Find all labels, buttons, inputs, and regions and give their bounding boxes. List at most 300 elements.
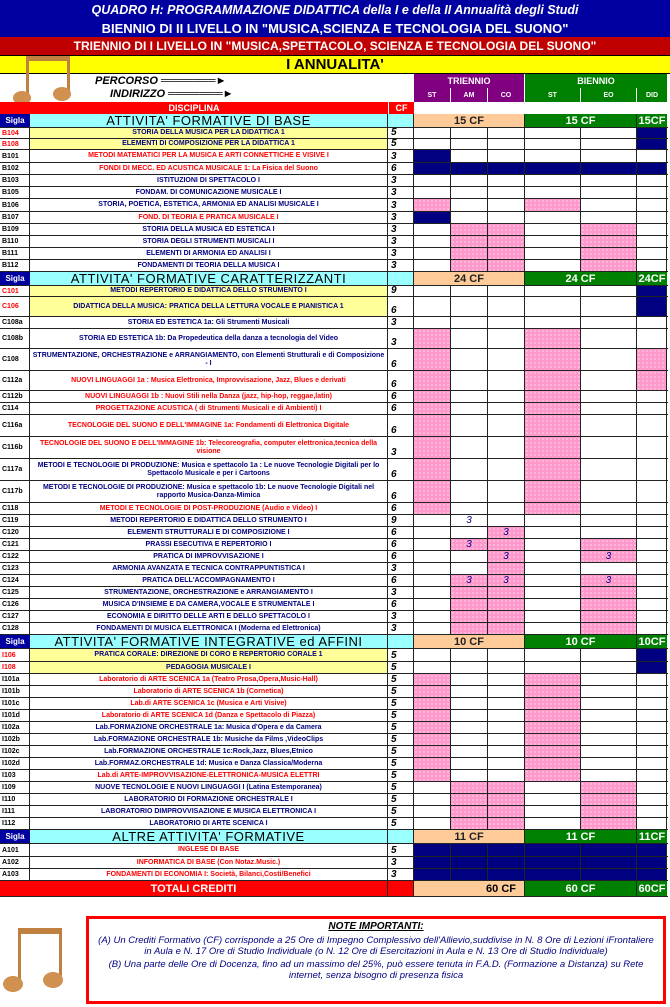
credit-cell bbox=[488, 587, 525, 598]
row-cf: 3 bbox=[388, 224, 414, 235]
credit-cell bbox=[525, 403, 581, 414]
credit-cell bbox=[525, 515, 581, 526]
credit-cell bbox=[451, 199, 488, 211]
credit-cell bbox=[451, 575, 488, 586]
row-code: I101b bbox=[0, 686, 30, 697]
totals-label: TOTALI CREDITI bbox=[0, 881, 388, 896]
credit-cell bbox=[637, 527, 667, 538]
row-code: I102d bbox=[0, 758, 30, 769]
credit-cell bbox=[637, 734, 667, 745]
row-discipline: ELEMENTI STRUTTURALI E DI COMPOSIZIONE I bbox=[30, 527, 388, 538]
row-cf: 3 bbox=[388, 236, 414, 247]
table-row bbox=[0, 139, 668, 150]
credit-cell bbox=[637, 371, 667, 390]
credit-cell bbox=[451, 758, 488, 769]
section-biennio-cf: 15 CF bbox=[525, 114, 637, 127]
row-code: B107 bbox=[0, 212, 30, 223]
credit-cell bbox=[637, 297, 667, 316]
credit-cell bbox=[488, 403, 525, 414]
credit-cell bbox=[637, 503, 667, 514]
credit-cell bbox=[451, 297, 488, 316]
credit-cell bbox=[581, 139, 637, 149]
credit-cell bbox=[525, 199, 581, 211]
credit-cell bbox=[414, 175, 451, 186]
credit-cell bbox=[451, 611, 488, 622]
credit-cell bbox=[451, 686, 488, 697]
row-discipline: Laboratorio di ARTE SCENICA 1a (Teatro Prosa,Opera,Music-Hall) bbox=[30, 674, 388, 685]
row-cf: 3 bbox=[388, 857, 414, 868]
credit-cell bbox=[451, 818, 488, 829]
table-row bbox=[0, 527, 668, 539]
credit-cell bbox=[488, 224, 525, 235]
credit-cell bbox=[637, 782, 667, 793]
credit-cell bbox=[414, 575, 451, 586]
section-cf-cell bbox=[388, 830, 414, 843]
credit-cell bbox=[637, 710, 667, 721]
table-row bbox=[0, 674, 668, 686]
table-row bbox=[0, 649, 668, 662]
row-discipline: PRATICA DELL'ACCOMPAGNAMENTO I bbox=[30, 575, 388, 586]
credit-cell bbox=[414, 317, 451, 328]
credit-cell bbox=[488, 674, 525, 685]
credit-cell bbox=[451, 539, 488, 550]
row-discipline: TECNOLOGIE DEL SUONO E DELL'IMMAGINE 1a: Fondamenti di Elettronica Digitale bbox=[30, 415, 388, 436]
credit-cell bbox=[637, 599, 667, 610]
row-code: C106 bbox=[0, 297, 30, 316]
credit-cell bbox=[488, 459, 525, 480]
table-row bbox=[0, 734, 668, 746]
row-discipline: FONDAMENTI DI TEORIA DELLA MUSICA I bbox=[30, 260, 388, 271]
row-discipline: Lab.FORMAZ.ORCHESTRALE 1d: Musica e Danza Classica/Moderna bbox=[30, 758, 388, 769]
credit-cell bbox=[637, 459, 667, 480]
col-eo: EO bbox=[581, 88, 637, 102]
credit-cell bbox=[451, 437, 488, 458]
credit-cell bbox=[488, 623, 525, 634]
indirizzo-label: INDIRIZZO ═══════► bbox=[110, 88, 234, 100]
credit-cell bbox=[525, 587, 581, 598]
credit-cell bbox=[414, 128, 451, 138]
credit-cell bbox=[488, 503, 525, 514]
row-code: C127 bbox=[0, 611, 30, 622]
credit-cell bbox=[581, 481, 637, 502]
row-cf: 3 bbox=[388, 329, 414, 348]
credit-cell bbox=[488, 563, 525, 574]
table-row bbox=[0, 551, 668, 563]
credit-cell bbox=[488, 236, 525, 247]
section-title: ALTRE ATTIVITA' FORMATIVE bbox=[30, 830, 388, 843]
credit-cell bbox=[414, 746, 451, 757]
credit-cell bbox=[637, 857, 667, 868]
credit-cell bbox=[581, 722, 637, 733]
credit-cell bbox=[414, 503, 451, 514]
row-discipline: STRUMENTAZIONE, ORCHESTRAZIONE e ARRANGIAMENTO I bbox=[30, 587, 388, 598]
credit-cell bbox=[525, 662, 581, 673]
sigla-label: Sigla bbox=[0, 830, 30, 843]
table-row bbox=[0, 415, 668, 437]
credit-cell bbox=[451, 806, 488, 817]
row-cf: 6 bbox=[388, 459, 414, 480]
row-code: C117b bbox=[0, 481, 30, 502]
row-cf: 6 bbox=[388, 391, 414, 402]
row-cf: 6 bbox=[388, 481, 414, 502]
row-cf: 5 bbox=[388, 710, 414, 721]
row-discipline: PEDAGOGIA MUSICALE I bbox=[30, 662, 388, 673]
table-row bbox=[0, 212, 668, 224]
row-cf: 5 bbox=[388, 844, 414, 856]
annualita-title: I ANNUALITA' bbox=[0, 55, 670, 74]
credit-cell bbox=[488, 415, 525, 436]
credit-cell bbox=[581, 563, 637, 574]
table-row bbox=[0, 563, 668, 575]
credit-cell bbox=[414, 599, 451, 610]
credit-cell bbox=[525, 623, 581, 634]
row-discipline: Lab.di ARTE SCENICA 1c (Musica e Arti Visive) bbox=[30, 698, 388, 709]
credit-cell bbox=[451, 844, 488, 856]
row-cf: 6 bbox=[388, 163, 414, 174]
credit-cell bbox=[525, 297, 581, 316]
credit-cell bbox=[414, 163, 451, 174]
table-row bbox=[0, 248, 668, 260]
row-discipline: FONDAMENTI DI ECONOMIA I: Società, Bilanci,Costi/Benefici bbox=[30, 869, 388, 880]
credit-cell bbox=[451, 175, 488, 186]
credit-cell bbox=[581, 599, 637, 610]
section-did-cf: 15CF bbox=[638, 114, 666, 127]
row-discipline: METODI REPERTORIO E DIDATTICA DELLO STRUMENTO I bbox=[30, 515, 388, 526]
table-row bbox=[0, 175, 668, 187]
credit-cell bbox=[488, 818, 525, 829]
credit-cell bbox=[637, 551, 667, 562]
credit-cell bbox=[525, 437, 581, 458]
credit-cell bbox=[637, 770, 667, 781]
row-discipline: STORIA, POETICA, ESTETICA, ARMONIA ED ANALISI MUSICALE I bbox=[30, 199, 388, 211]
row-discipline: NUOVE TECNOLOGIE E NUOVI LINGUAGGI I (Latina Estemporanea) bbox=[30, 782, 388, 793]
credit-cell bbox=[637, 199, 667, 211]
credit-cell bbox=[525, 317, 581, 328]
table-row bbox=[0, 770, 668, 782]
credit-cell bbox=[488, 260, 525, 271]
row-discipline: INGLESE DI BASE bbox=[30, 844, 388, 856]
credit-cell bbox=[451, 649, 488, 661]
table-row bbox=[0, 686, 668, 698]
row-cf: 3 bbox=[388, 437, 414, 458]
credit-value: 3 bbox=[503, 527, 509, 538]
credit-value: 3 bbox=[466, 575, 472, 586]
row-code: B106 bbox=[0, 199, 30, 211]
credit-cell bbox=[488, 391, 525, 402]
row-code: C125 bbox=[0, 587, 30, 598]
totals-row bbox=[0, 881, 668, 897]
row-discipline: ARMONIA AVANZATA E TECNICA CONTRAPPUNTISTICA I bbox=[30, 563, 388, 574]
row-code: C121 bbox=[0, 539, 30, 550]
credit-cell bbox=[525, 415, 581, 436]
credit-cell bbox=[581, 349, 637, 370]
section-header bbox=[0, 272, 668, 286]
credit-cell bbox=[637, 869, 667, 880]
credit-cell bbox=[637, 758, 667, 769]
credit-cell bbox=[581, 527, 637, 538]
credit-cell bbox=[581, 782, 637, 793]
row-code: B102 bbox=[0, 163, 30, 174]
credit-cell bbox=[525, 391, 581, 402]
credit-cell bbox=[581, 163, 637, 174]
credit-cell bbox=[525, 236, 581, 247]
table-row bbox=[0, 437, 668, 459]
credit-cell bbox=[488, 297, 525, 316]
row-cf: 6 bbox=[388, 297, 414, 316]
table-row bbox=[0, 611, 668, 623]
row-code: C116b bbox=[0, 437, 30, 458]
row-cf: 5 bbox=[388, 698, 414, 709]
credit-value: 3 bbox=[503, 551, 509, 562]
row-code: I102b bbox=[0, 734, 30, 745]
row-cf: 5 bbox=[388, 794, 414, 805]
credit-cell bbox=[581, 818, 637, 829]
credit-cell bbox=[414, 349, 451, 370]
credit-cell bbox=[414, 248, 451, 259]
table-row bbox=[0, 599, 668, 611]
credit-cell bbox=[451, 403, 488, 414]
col-co: CO bbox=[488, 88, 525, 102]
credit-cell bbox=[488, 710, 525, 721]
table-row bbox=[0, 128, 668, 139]
row-code: A101 bbox=[0, 844, 30, 856]
credit-cell bbox=[451, 349, 488, 370]
credit-cell bbox=[581, 649, 637, 661]
row-discipline: METODI E TECNOLOGIE DI PRODUZIONE: Musica e spettacolo 1a : Le nuove Tecnologie Digitali per lo Spettacolo Musicale e per i Cartoons bbox=[30, 459, 388, 480]
credit-cell bbox=[488, 806, 525, 817]
credit-cell bbox=[414, 150, 451, 162]
credit-cell bbox=[451, 698, 488, 709]
credit-cell bbox=[637, 575, 667, 586]
row-cf: 5 bbox=[388, 734, 414, 745]
credit-cell bbox=[451, 869, 488, 880]
row-discipline: Lab.FORMAZIONE ORCHESTRALE 1b: Musiche da Films ,VideoClips bbox=[30, 734, 388, 745]
notes-title: NOTE IMPORTANTI: bbox=[328, 921, 424, 932]
table-row bbox=[0, 869, 668, 881]
row-cf: 6 bbox=[388, 539, 414, 550]
credit-cell bbox=[525, 599, 581, 610]
credit-cell bbox=[451, 599, 488, 610]
row-code: A103 bbox=[0, 869, 30, 880]
row-discipline: Laboratorio di ARTE SCENICA 1d (Danza e Spettacolo di Piazza) bbox=[30, 710, 388, 721]
table-row bbox=[0, 403, 668, 415]
credit-cell bbox=[414, 758, 451, 769]
row-code: C108b bbox=[0, 329, 30, 348]
row-cf: 5 bbox=[388, 686, 414, 697]
table-row bbox=[0, 698, 668, 710]
row-code: C101 bbox=[0, 286, 30, 296]
credit-cell bbox=[451, 734, 488, 745]
credit-cell bbox=[414, 297, 451, 316]
credit-cell bbox=[488, 527, 525, 538]
row-discipline: LABORATORIO DI ARTE SCENICA I bbox=[30, 818, 388, 829]
row-discipline: ELEMENTI DI ARMONIA ED ANALISI I bbox=[30, 248, 388, 259]
row-cf: 5 bbox=[388, 662, 414, 673]
credit-cell bbox=[451, 710, 488, 721]
credit-cell bbox=[637, 437, 667, 458]
credit-cell bbox=[637, 515, 667, 526]
credit-cell bbox=[581, 686, 637, 697]
credit-cell bbox=[488, 758, 525, 769]
row-discipline: TECNOLOGIE DEL SUONO E DELL'IMMAGINE 1b: Telecoreografia, computer elettronica,tecnica della visione bbox=[30, 437, 388, 458]
credit-cell bbox=[488, 329, 525, 348]
section-cf-cell bbox=[388, 272, 414, 285]
row-cf: 5 bbox=[388, 139, 414, 149]
credit-cell bbox=[581, 236, 637, 247]
row-code: C114 bbox=[0, 403, 30, 414]
row-discipline: INFORMATICA DI BASE (Con Notaz.Music.) bbox=[30, 857, 388, 868]
credit-cell bbox=[488, 844, 525, 856]
section-did-cf: 10CF bbox=[638, 635, 666, 648]
header-line-1: QUADRO H: PROGRAMMAZIONE DIDATTICA della I e della II Annualità degli Studi bbox=[0, 0, 670, 19]
credit-cell bbox=[451, 329, 488, 348]
credit-cell bbox=[581, 224, 637, 235]
credit-cell bbox=[451, 415, 488, 436]
row-cf: 3 bbox=[388, 317, 414, 328]
table-row bbox=[0, 349, 668, 371]
credit-cell bbox=[525, 734, 581, 745]
credit-cell bbox=[451, 515, 488, 526]
row-discipline: ECONOMIA E DIRITTO DELLE ARTI E DELLO SPETTACOLO I bbox=[30, 611, 388, 622]
credit-cell bbox=[414, 527, 451, 538]
credit-cell bbox=[581, 128, 637, 138]
credit-cell bbox=[414, 722, 451, 733]
row-cf: 6 bbox=[388, 575, 414, 586]
credit-cell bbox=[637, 794, 667, 805]
row-cf: 5 bbox=[388, 649, 414, 661]
credit-cell bbox=[488, 371, 525, 390]
credit-cell bbox=[581, 248, 637, 259]
credit-cell bbox=[581, 403, 637, 414]
table-row bbox=[0, 818, 668, 830]
credit-cell bbox=[637, 286, 667, 296]
credit-cell bbox=[525, 611, 581, 622]
row-discipline: PROGETTAZIONE ACUSTICA ( di Strumenti Musicali e di Ambienti) I bbox=[30, 403, 388, 414]
credit-cell bbox=[637, 481, 667, 502]
credit-cell bbox=[488, 286, 525, 296]
row-cf: 3 bbox=[388, 611, 414, 622]
row-discipline: METODI E TECNOLOGIE DI PRODUZIONE: Musica e spettacolo 1b: Le nuove Tecnologie Digitali nel rapporto Musica-Danza-Mimica bbox=[30, 481, 388, 502]
credit-cell bbox=[637, 686, 667, 697]
row-cf: 9 bbox=[388, 515, 414, 526]
credit-cell bbox=[637, 649, 667, 661]
note-b: (B) Una parte delle Ore di Docenza, fino ad un massimo del 25%, può essere tenuta in F.A.D. (Formazione a Distanza) su Rete internet, senza bisogno di presenza fisica bbox=[108, 958, 644, 981]
music-note-icon bbox=[2, 920, 68, 1000]
table-row bbox=[0, 199, 668, 212]
table-row bbox=[0, 163, 668, 175]
row-discipline: METODI REPERTORIO E DIDATTICA DELLO STRUMENTO I bbox=[30, 286, 388, 296]
credit-cell bbox=[488, 150, 525, 162]
table-row bbox=[0, 236, 668, 248]
credit-cell bbox=[581, 286, 637, 296]
table-row bbox=[0, 806, 668, 818]
row-code: C120 bbox=[0, 527, 30, 538]
credit-cell bbox=[637, 806, 667, 817]
credit-cell bbox=[637, 611, 667, 622]
disciplina-label: DISCIPLINA bbox=[0, 102, 388, 114]
credit-cell bbox=[451, 212, 488, 223]
credit-cell bbox=[488, 869, 525, 880]
row-cf: 3 bbox=[388, 187, 414, 198]
credit-cell bbox=[414, 391, 451, 402]
row-code: B103 bbox=[0, 175, 30, 186]
credit-cell bbox=[581, 175, 637, 186]
section-did-cf: 11CF bbox=[638, 830, 666, 843]
credit-cell bbox=[637, 329, 667, 348]
credit-cell bbox=[451, 770, 488, 781]
credit-cell bbox=[581, 297, 637, 316]
credit-cell bbox=[488, 782, 525, 793]
credit-cell bbox=[488, 212, 525, 223]
row-code: I101c bbox=[0, 698, 30, 709]
credit-cell bbox=[525, 575, 581, 586]
section-triennio-cf: 15 CF bbox=[414, 114, 525, 127]
credit-cell bbox=[414, 662, 451, 673]
credit-cell bbox=[525, 481, 581, 502]
row-code: C119 bbox=[0, 515, 30, 526]
credit-cell bbox=[451, 459, 488, 480]
credit-cell bbox=[451, 746, 488, 757]
row-cf: 5 bbox=[388, 818, 414, 829]
credit-cell bbox=[414, 794, 451, 805]
credit-cell bbox=[488, 539, 525, 550]
table-row bbox=[0, 503, 668, 515]
credit-cell bbox=[414, 212, 451, 223]
row-code: B111 bbox=[0, 248, 30, 259]
credit-cell bbox=[581, 371, 637, 390]
credit-cell bbox=[581, 317, 637, 328]
section-biennio-cf: 10 CF bbox=[525, 635, 637, 648]
credit-cell bbox=[525, 818, 581, 829]
credit-cell bbox=[637, 349, 667, 370]
credit-cell bbox=[637, 844, 667, 856]
programme-table bbox=[0, 114, 668, 897]
credit-cell bbox=[451, 150, 488, 162]
totals-cf-cell bbox=[388, 881, 414, 896]
row-cf: 6 bbox=[388, 527, 414, 538]
credit-cell bbox=[414, 782, 451, 793]
row-discipline: PRATICA CORALE: DIREZIONE DI CORO E REPERTORIO CORALE 1 bbox=[30, 649, 388, 661]
row-code: C128 bbox=[0, 623, 30, 634]
credit-cell bbox=[525, 722, 581, 733]
credit-cell bbox=[451, 236, 488, 247]
credit-cell bbox=[581, 698, 637, 709]
credit-value: 3 bbox=[503, 575, 509, 586]
table-row bbox=[0, 746, 668, 758]
credit-cell bbox=[637, 563, 667, 574]
percorso-label: PERCORSO ═══════► bbox=[95, 75, 227, 87]
notes-box bbox=[86, 916, 666, 1004]
row-code: C122 bbox=[0, 551, 30, 562]
row-code: C123 bbox=[0, 563, 30, 574]
row-cf: 5 bbox=[388, 128, 414, 138]
row-cf: 3 bbox=[388, 248, 414, 259]
row-discipline: FONDAMENTI DI MUSICA ELETTRONICA I (Moderna ed Elettronica) bbox=[30, 623, 388, 634]
credit-cell bbox=[414, 563, 451, 574]
totals-did: 60CF bbox=[638, 882, 666, 895]
credit-cell bbox=[581, 575, 637, 586]
row-discipline: FOND. DI TEORIA E PRATICA MUSICALE I bbox=[30, 212, 388, 223]
row-discipline: FONDAM. DI COMUNICAZIONE MUSICALE I bbox=[30, 187, 388, 198]
row-code: I101d bbox=[0, 710, 30, 721]
credit-cell bbox=[451, 128, 488, 138]
credit-cell bbox=[581, 187, 637, 198]
credit-cell bbox=[414, 844, 451, 856]
credit-cell bbox=[581, 710, 637, 721]
credit-cell bbox=[637, 163, 667, 174]
credit-cell bbox=[451, 163, 488, 174]
credit-cell bbox=[581, 734, 637, 745]
